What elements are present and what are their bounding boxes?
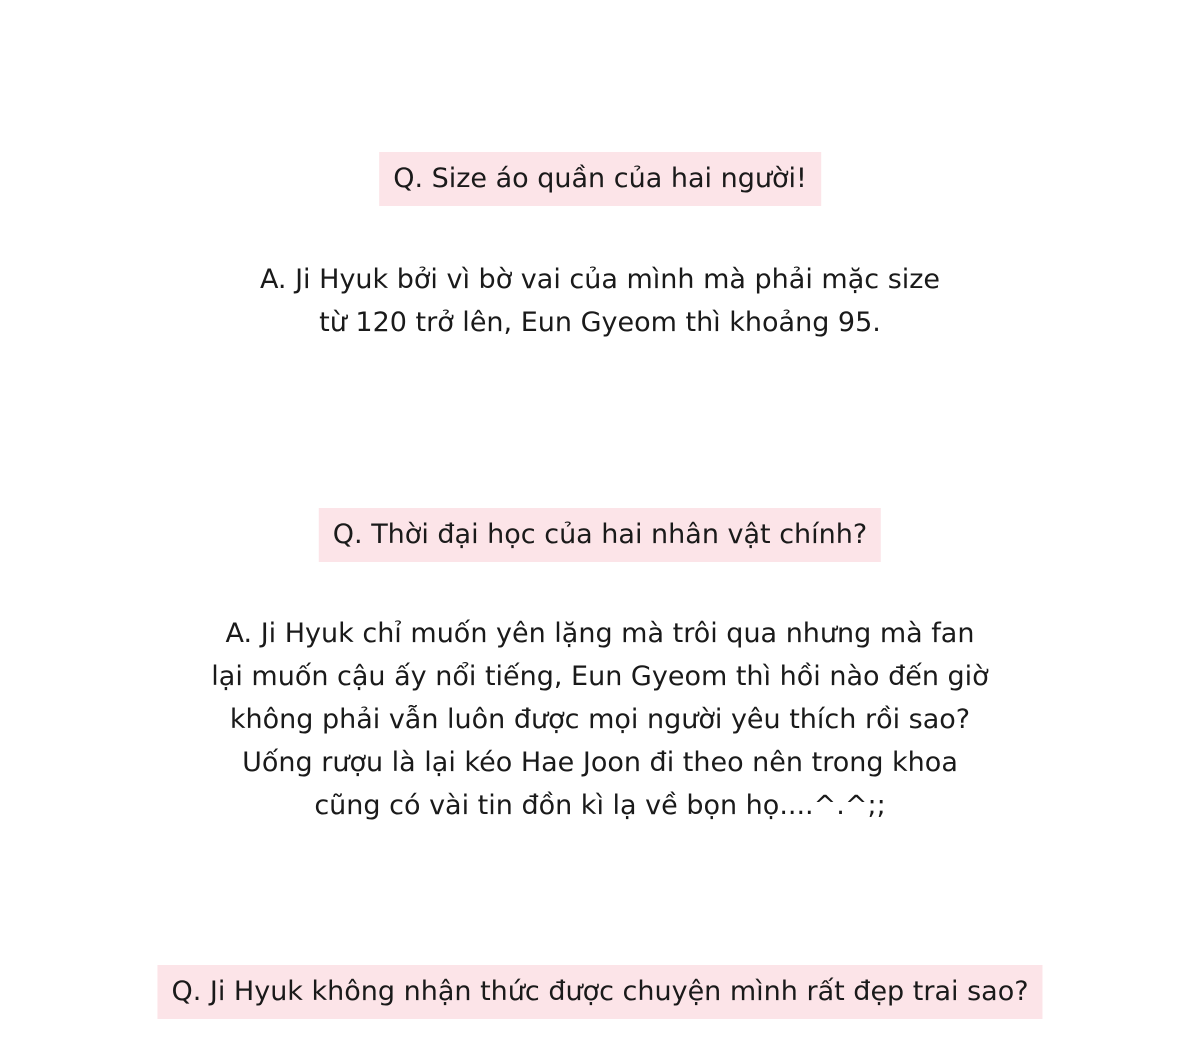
- answer-line: không phải vẫn luôn được mọi người yêu thích rồi sao?: [229, 704, 971, 735]
- answer-line: A. Ji Hyuk chỉ muốn yên lặng mà trôi qua nhưng mà fan: [225, 618, 975, 649]
- answer-2: [0, 612, 1200, 827]
- question-2: Q. Thời đại học của hai nhân vật chính?: [319, 508, 881, 562]
- answer-line: lại muốn cậu ấy nổi tiếng, Eun Gyeom thì hồi nào đến giờ: [211, 661, 989, 692]
- answer-line: cũng có vài tin đồn kì lạ về bọn họ....^.^;;: [314, 790, 886, 821]
- question-1: Q. Size áo quần của hai người!: [379, 152, 821, 206]
- question-3: Q. Ji Hyuk không nhận thức được chuyện mình rất đẹp trai sao?: [157, 965, 1042, 1019]
- answer-line: A. Ji Hyuk bởi vì bờ vai của mình mà phải mặc size: [259, 264, 941, 295]
- answer-1: [0, 258, 1200, 344]
- answer-line: từ 120 trở lên, Eun Gyeom thì khoảng 95.: [319, 307, 881, 338]
- answer-line: Uống rượu là lại kéo Hae Joon đi theo nên trong khoa: [242, 747, 958, 778]
